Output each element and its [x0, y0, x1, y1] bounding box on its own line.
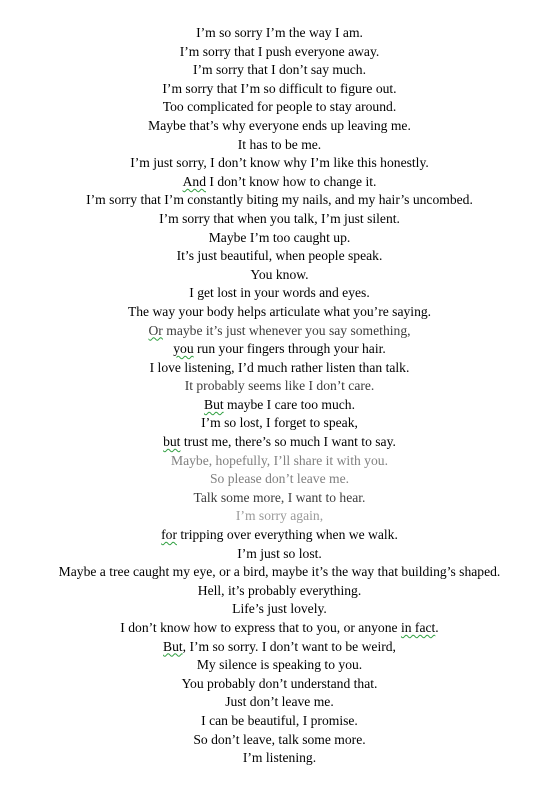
poem-line-15: I get lost in your words and eyes.: [189, 285, 370, 301]
poem-line-10: I’m sorry that I’m constantly biting my nails, and my hair’s uncombed.: [86, 192, 473, 208]
poem-line-12: Maybe I’m too caught up.: [208, 229, 351, 245]
poem-line-36: You probably don’t understand that.: [181, 675, 378, 691]
poem-body: [0, 24, 559, 768]
poem-line-13: It’s just beautiful, when people speak.: [176, 248, 383, 264]
poem-line-2: I’m sorry that I push everyone away.: [179, 43, 380, 59]
poem-line-6: Maybe that’s why everyone ends up leaving me.: [148, 117, 411, 133]
poem-line-17: Or maybe it’s just whenever you say something,: [148, 322, 411, 338]
poem-line-37: Just don’t leave me.: [225, 694, 334, 710]
poem-line-22: I’m so lost, I forget to speak,: [201, 415, 358, 431]
poem-line-29: I’m just so lost.: [237, 545, 322, 561]
poem-line-40: I’m listening.: [242, 750, 317, 766]
poem-line-30: Maybe a tree caught my eye, or a bird, maybe it’s the way that building’s shaped.: [58, 564, 501, 580]
poem-line-18: you run your fingers through your hair.: [173, 341, 386, 357]
poem-line-31: Hell, it’s probably everything.: [197, 582, 362, 598]
poem-line-35: My silence is speaking to you.: [196, 657, 363, 673]
poem-line-19: I love listening, I’d much rather listen than talk.: [149, 359, 410, 375]
poem-line-38: I can be beautiful, I promise.: [201, 712, 358, 728]
poem-line-16: The way your body helps articulate what you’re saying.: [127, 303, 432, 319]
spellcheck-squiggle: for: [161, 527, 177, 543]
spellcheck-squiggle: you: [173, 341, 194, 357]
spellcheck-squiggle: But: [204, 396, 224, 412]
poem-line-1: I’m so sorry I’m the way I am.: [196, 25, 363, 40]
poem-line-25: So please don’t leave me.: [209, 471, 350, 487]
poem-line-23: but trust me, there’s so much I want to say.: [163, 434, 396, 450]
poem-line-14: You know.: [250, 266, 309, 282]
poem-line-4: I’m sorry that I’m so difficult to figure out.: [162, 80, 397, 96]
poem-line-39: So don’t leave, talk some more.: [193, 731, 366, 747]
poem-line-24: Maybe, hopefully, I’ll share it with you.: [171, 452, 388, 468]
poem-line-27: I’m sorry again,: [235, 508, 324, 524]
poem-line-28: for tripping over everything when we walk.: [161, 527, 398, 543]
poem-line-9: And I don’t know how to change it.: [182, 173, 377, 189]
poem-line-5: Too complicated for people to stay around.: [162, 99, 397, 115]
poem-line-34: But, I’m so sorry. I don’t want to be weird,: [163, 638, 396, 654]
spellcheck-squiggle: But: [163, 638, 183, 654]
poem-line-20: It probably seems like I don’t care.: [184, 378, 375, 394]
poem-line-32: Life’s just lovely.: [232, 601, 327, 617]
poem-line-7: It has to be me.: [237, 136, 322, 152]
spellcheck-squiggle: in fact: [400, 620, 436, 635]
poem-line-33: I don’t know how to express that to you, or anyone in fact.: [120, 620, 439, 635]
spellcheck-squiggle: And: [182, 173, 206, 189]
poem-line-8: I’m just sorry, I don’t know why I’m like this honestly.: [130, 155, 429, 171]
poem-line-26: Talk some more, I want to hear.: [193, 489, 366, 505]
poem-line-21: But maybe I care too much.: [204, 396, 355, 412]
spellcheck-squiggle: Or: [148, 322, 163, 338]
poem-line-3: I’m sorry that I don’t say much.: [192, 62, 367, 78]
spellcheck-squiggle: but: [163, 434, 181, 450]
poem-line-11: I’m sorry that when you talk, I’m just silent.: [159, 210, 400, 226]
